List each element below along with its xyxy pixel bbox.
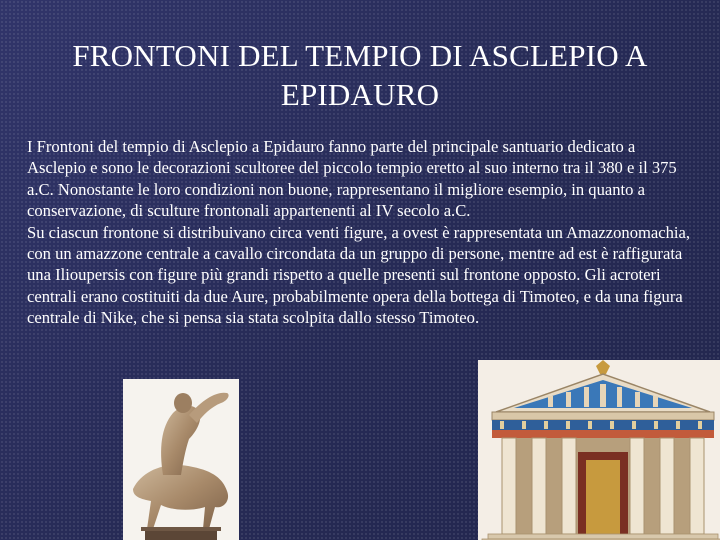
slide-body <box>27 136 697 329</box>
statue-photo <box>123 379 239 540</box>
temple-facade-image <box>478 360 720 540</box>
paragraph-figures: Su ciascun frontone si distribuivano circa venti figure, a ovest è rappresentata un Amazzonomachia, con un amazzone centrale a cavallo circondata da un gruppo di persone, mentre ad est è raffigurata una Ilioupersis con figure più grandi rispetto a quelle presenti sul frontone opposto. Gli acroteri centrali erano costituiti da due Aure, probabilmente opera della bottega di Timoteo, e da una figura centrale di Nike, che si pensa sia stata scolpita dallo stesso Timoteo. <box>27 222 691 328</box>
rider-statue-image <box>123 379 239 540</box>
slide-title: FRONTONI DEL TEMPIO DI ASCLEPIO A EPIDAURO <box>72 38 648 112</box>
temple-illustration <box>478 360 720 540</box>
paragraph-intro: I Frontoni del tempio di Asclepio a Epidauro fanno parte del principale santuario dedicato a Asclepio e sono le decorazioni scultoree del piccolo tempio eretto al suo interno tra il 380 e il 375 a.C. Nonostante le loro condizioni non buone, rappresentano il migliore esempio, in quanto a conservazione, di sculture frontonali appartenenti al IV secolo a.C. <box>27 137 677 221</box>
